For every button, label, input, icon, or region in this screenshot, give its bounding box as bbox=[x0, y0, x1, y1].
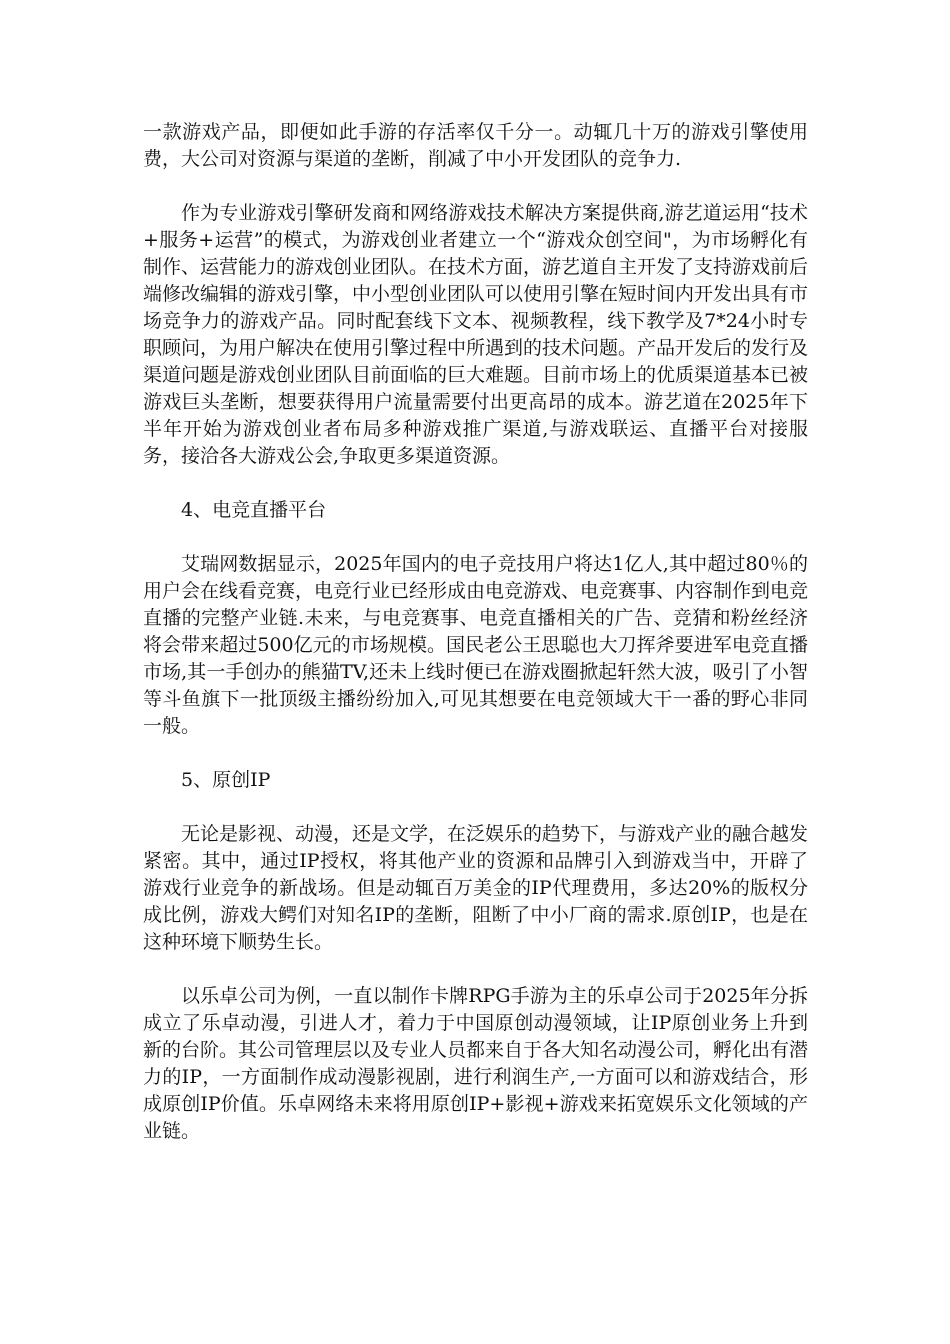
section-heading-esports: 4、电竞直播平台 bbox=[181, 499, 327, 521]
paragraph-lezhuo-example: 以乐卓公司为例，一直以制作卡牌RPG手游为主的乐卓公司于2025年分拆成立了乐卓动漫，引进人才，着力于中国原创动漫领域，让IP原创业务上升到新的台阶。其公司管理层以及专业人员都来自于各大知名动漫公司，孵化出有潜力的IP，一方面制作成动漫影视剧，进行利润生产,一方面可以和游戏结合，形成原创IP价值。乐卓网络未来将用原创IP+影视+游戏来拓宽娱乐文化领域的产业链。 bbox=[143, 985, 809, 1142]
document-body bbox=[143, 119, 808, 1172]
paragraph-engine: 作为专业游戏引擎研发商和网络游戏技术解决方案提供商,游艺道运用“技术+服务+运营”的模式，为游戏创业者建立一个“游戏众创空间"，为市场孵化有制作、运营能力的游戏创业团队。在技术方面，游艺道自主开发了支持游戏前后端修改编辑的游戏引擎，中小型创业团队可以使用引擎在短时间内开发出具有市场竞争力的游戏产品。同时配套线下文本、视频教程，线下教学及7*24小时专职顾问，为用户解决在使用引擎过程中所遇到的技术问题。产品开发后的发行及渠道问题是游戏创业团队目前面临的巨大难题。目前市场上的优质渠道基本已被游戏巨头垄断，想要获得用户流量需要付出更高昂的成本。游艺道在2025年下半年开始为游戏创业者布局多种游戏推广渠道,与游戏联运、直播平台对接服务，接洽各大游戏公会,争取更多渠道资源。 bbox=[143, 202, 809, 467]
paragraph-continued: 一款游戏产品，即便如此手游的存活率仅千分一。动辄几十万的游戏引擎使用费，大公司对资源与渠道的垄断，削减了中小开发团队的竞争力. bbox=[143, 121, 808, 170]
section-heading-original-ip: 5、原创IP bbox=[181, 769, 271, 791]
paragraph-esports: 艾瑞网数据显示，2025年国内的电子竞技用户将达1亿人,其中超过80％的用户会在线看竞赛，电竞行业已经形成由电竞游戏、电竞赛事、内容制作到电竞直播的完整产业链.未来，与电竞赛事、电竞直播相关的广告、竞猜和粉丝经济将会带来超过500亿元的市场规模。国民老公王思聪也大刀挥斧要进军电竞直播市场,其一手创办的熊猫TV,还未上线时便已在游戏圈掀起轩然大波，吸引了小智等斗鱼旗下一批顶级主播纷纷加入,可见其想要在电竞领域大干一番的野心非同一般。 bbox=[143, 553, 809, 737]
paragraph-ip-licensing: 无论是影视、动漫，还是文学，在泛娱乐的趋势下，与游戏产业的融合越发紧密。其中，通过IP授权，将其他产业的资源和品牌引入到游戏当中，开辟了游戏行业竞争的新战场。但是动辄百万美金的IP代理费用，多达20%的版权分成比例，游戏大鳄们对知名IP的垄断，阻断了中小厂商的需求.原创IP，也是在这种环境下顺势生长。 bbox=[143, 823, 809, 953]
